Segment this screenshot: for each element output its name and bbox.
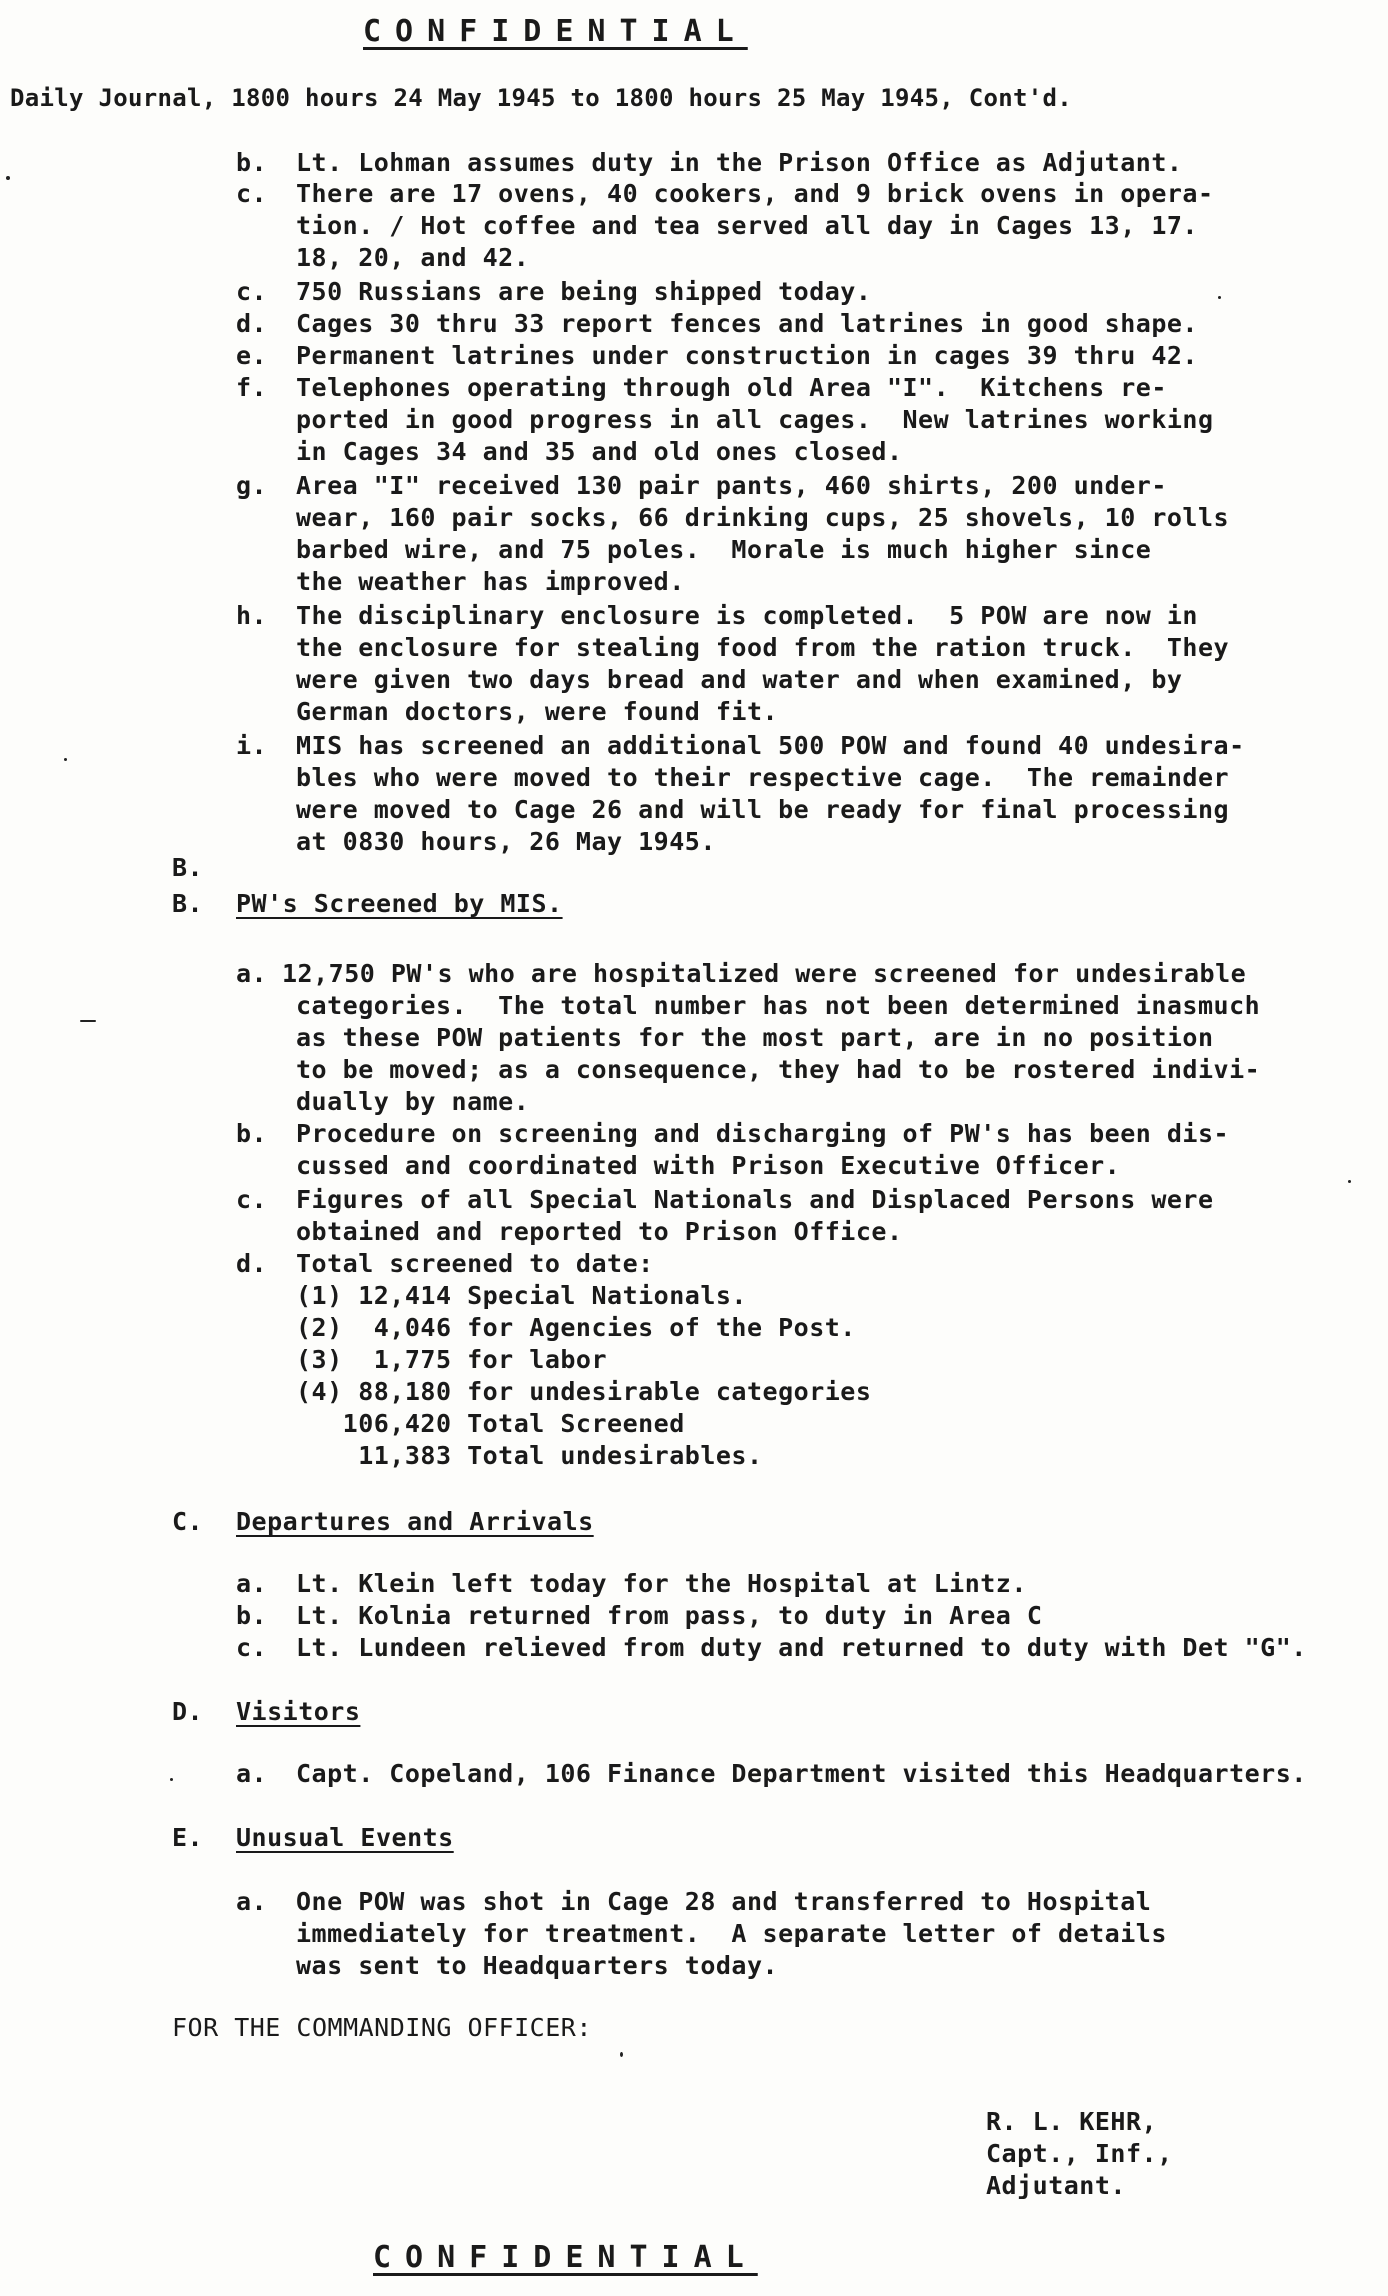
scan-speck bbox=[620, 2052, 623, 2057]
list-item-line: cussed and coordinated with Prison Executive Officer. bbox=[296, 1151, 1121, 1180]
list-item-mark: c. bbox=[236, 179, 268, 208]
total-line: (1) 12,414 Special Nationals. bbox=[296, 1281, 747, 1310]
list-item-line: in Cages 34 and 35 and old ones closed. bbox=[296, 437, 903, 466]
section-mark: E. bbox=[172, 1823, 204, 1852]
list-item-line: were moved to Cage 26 and will be ready for final processing bbox=[296, 795, 1230, 824]
list-item-line: was sent to Headquarters today. bbox=[296, 1951, 779, 1980]
list-item-line: 12,750 PW's who are hospitalized were screened for undesirable bbox=[282, 959, 1247, 988]
section-title: PW's Screened by MIS. bbox=[236, 889, 563, 918]
list-item-mark: a. bbox=[236, 1759, 268, 1788]
section-title: Unusual Events bbox=[236, 1823, 454, 1852]
list-item-mark: b. bbox=[236, 148, 268, 177]
list-item-mark: h. bbox=[236, 601, 268, 630]
list-item-line: MIS has screened an additional 500 POW and found 40 undesira- bbox=[296, 731, 1245, 760]
list-item-line: were given two days bread and water and when examined, by bbox=[296, 665, 1183, 694]
list-item-line: The disciplinary enclosure is completed. 5 POW are now in bbox=[296, 601, 1198, 630]
list-item-line: Total screened to date: bbox=[296, 1249, 654, 1278]
list-item-line: Capt. Copeland, 106 Finance Department visited this Headquarters. bbox=[296, 1759, 1307, 1788]
signature-name: R. L. KEHR, bbox=[986, 2107, 1158, 2136]
scan-speck bbox=[1348, 1180, 1351, 1183]
list-item-line: Lt. Kolnia returned from pass, to duty in Area C bbox=[296, 1601, 1043, 1630]
list-item-line: There are 17 ovens, 40 cookers, and 9 brick ovens in opera- bbox=[296, 179, 1214, 208]
list-item-line: categories. The total number has not been determined inasmuch bbox=[296, 991, 1261, 1020]
list-item-mark: c. bbox=[236, 1633, 268, 1662]
section-mark: C. bbox=[172, 1507, 204, 1536]
list-item-mark: i. bbox=[236, 731, 268, 760]
scan-speck bbox=[6, 176, 10, 180]
list-item-mark: b. bbox=[236, 1119, 268, 1148]
total-line: (4) 88,180 for undesirable categories bbox=[296, 1377, 872, 1406]
list-item-line: obtained and reported to Prison Office. bbox=[296, 1217, 903, 1246]
list-item-mark: a. bbox=[236, 1569, 268, 1598]
list-item-line: immediately for treatment. A separate letter of details bbox=[296, 1919, 1167, 1948]
section-title: Departures and Arrivals bbox=[236, 1507, 594, 1536]
list-item-line: One POW was shot in Cage 28 and transferred to Hospital bbox=[296, 1887, 1152, 1916]
total-line: (2) 4,046 for Agencies of the Post. bbox=[296, 1313, 856, 1342]
list-item-line: tion. / Hot coffee and tea served all day in Cages 13, 17. bbox=[296, 211, 1198, 240]
list-item-line: Permanent latrines under construction in cages 39 thru 42. bbox=[296, 341, 1198, 370]
list-item-line: Procedure on screening and discharging of PW's has been dis- bbox=[296, 1119, 1230, 1148]
signature-title: Adjutant. bbox=[986, 2171, 1126, 2200]
list-item-line: wear, 160 pair socks, 66 drinking cups, 25 shovels, 10 rolls bbox=[296, 503, 1230, 532]
section-mark: B. bbox=[172, 889, 204, 918]
list-item-line: the weather has improved. bbox=[296, 567, 685, 596]
total-line: 11,383 Total undesirables. bbox=[296, 1441, 763, 1470]
list-item-line: Area "I" received 130 pair pants, 460 shirts, 200 under- bbox=[296, 471, 1167, 500]
list-item-line: to be moved; as a consequence, they had to be rostered indivi- bbox=[296, 1055, 1261, 1084]
list-item-line: German doctors, were found fit. bbox=[296, 697, 779, 726]
list-item-line: as these POW patients for the most part, are in no position bbox=[296, 1023, 1214, 1052]
total-line: 106,420 Total Screened bbox=[296, 1409, 685, 1438]
list-item-line: Telephones operating through old Area "I". Kitchens re- bbox=[296, 373, 1167, 402]
list-item-mark: c. bbox=[236, 277, 268, 306]
list-item-mark: d. bbox=[236, 1249, 268, 1278]
list-item-line: Lt. Klein left today for the Hospital at Lintz. bbox=[296, 1569, 1027, 1598]
scan-speck bbox=[170, 1778, 173, 1781]
list-item-line: Cages 30 thru 33 report fences and latrines in good shape. bbox=[296, 309, 1198, 338]
list-item-line: 750 Russians are being shipped today. bbox=[296, 277, 872, 306]
list-item-line: 18, 20, and 42. bbox=[296, 243, 530, 272]
list-item-mark: c. bbox=[236, 1185, 268, 1214]
list-item-line: the enclosure for stealing food from the ration truck. They bbox=[296, 633, 1230, 662]
list-item-mark: a. bbox=[236, 959, 268, 988]
journal-title-line: Daily Journal, 1800 hours 24 May 1945 to 1800 hours 25 May 1945, Cont'd. bbox=[10, 84, 1072, 112]
signature-rank: Capt., Inf., bbox=[986, 2139, 1173, 2168]
list-item-mark: g. bbox=[236, 471, 268, 500]
list-item-line: bles who were moved to their respective cage. The remainder bbox=[296, 763, 1230, 792]
stray-section-mark: B. bbox=[172, 853, 204, 882]
section-mark: D. bbox=[172, 1697, 204, 1726]
list-item-mark: a. bbox=[236, 1887, 268, 1916]
list-item-line: at 0830 hours, 26 May 1945. bbox=[296, 827, 716, 856]
list-item-mark: d. bbox=[236, 309, 268, 338]
classification-footer: CONFIDENTIAL bbox=[373, 2240, 758, 2275]
scan-speck bbox=[80, 1020, 96, 1022]
list-item-line: dually by name. bbox=[296, 1087, 530, 1116]
total-line: (3) 1,775 for labor bbox=[296, 1345, 608, 1374]
list-item-line: Lt. Lohman assumes duty in the Prison Office as Adjutant. bbox=[296, 148, 1183, 177]
list-item-mark: b. bbox=[236, 1601, 268, 1630]
for-commanding-officer-line: FOR THE COMMANDING OFFICER: bbox=[172, 2013, 592, 2042]
list-item-line: ported in good progress in all cages. New latrines working bbox=[296, 405, 1214, 434]
list-item-line: Lt. Lundeen relieved from duty and returned to duty with Det "G". bbox=[296, 1633, 1307, 1662]
section-title: Visitors bbox=[236, 1697, 361, 1726]
list-item-mark: f. bbox=[236, 373, 268, 402]
list-item-line: barbed wire, and 75 poles. Morale is much higher since bbox=[296, 535, 1152, 564]
list-item-line: Figures of all Special Nationals and Displaced Persons were bbox=[296, 1185, 1214, 1214]
scan-speck bbox=[64, 758, 67, 761]
classification-header: CONFIDENTIAL bbox=[363, 14, 748, 49]
scan-speck bbox=[1218, 296, 1221, 299]
list-item-mark: e. bbox=[236, 341, 268, 370]
